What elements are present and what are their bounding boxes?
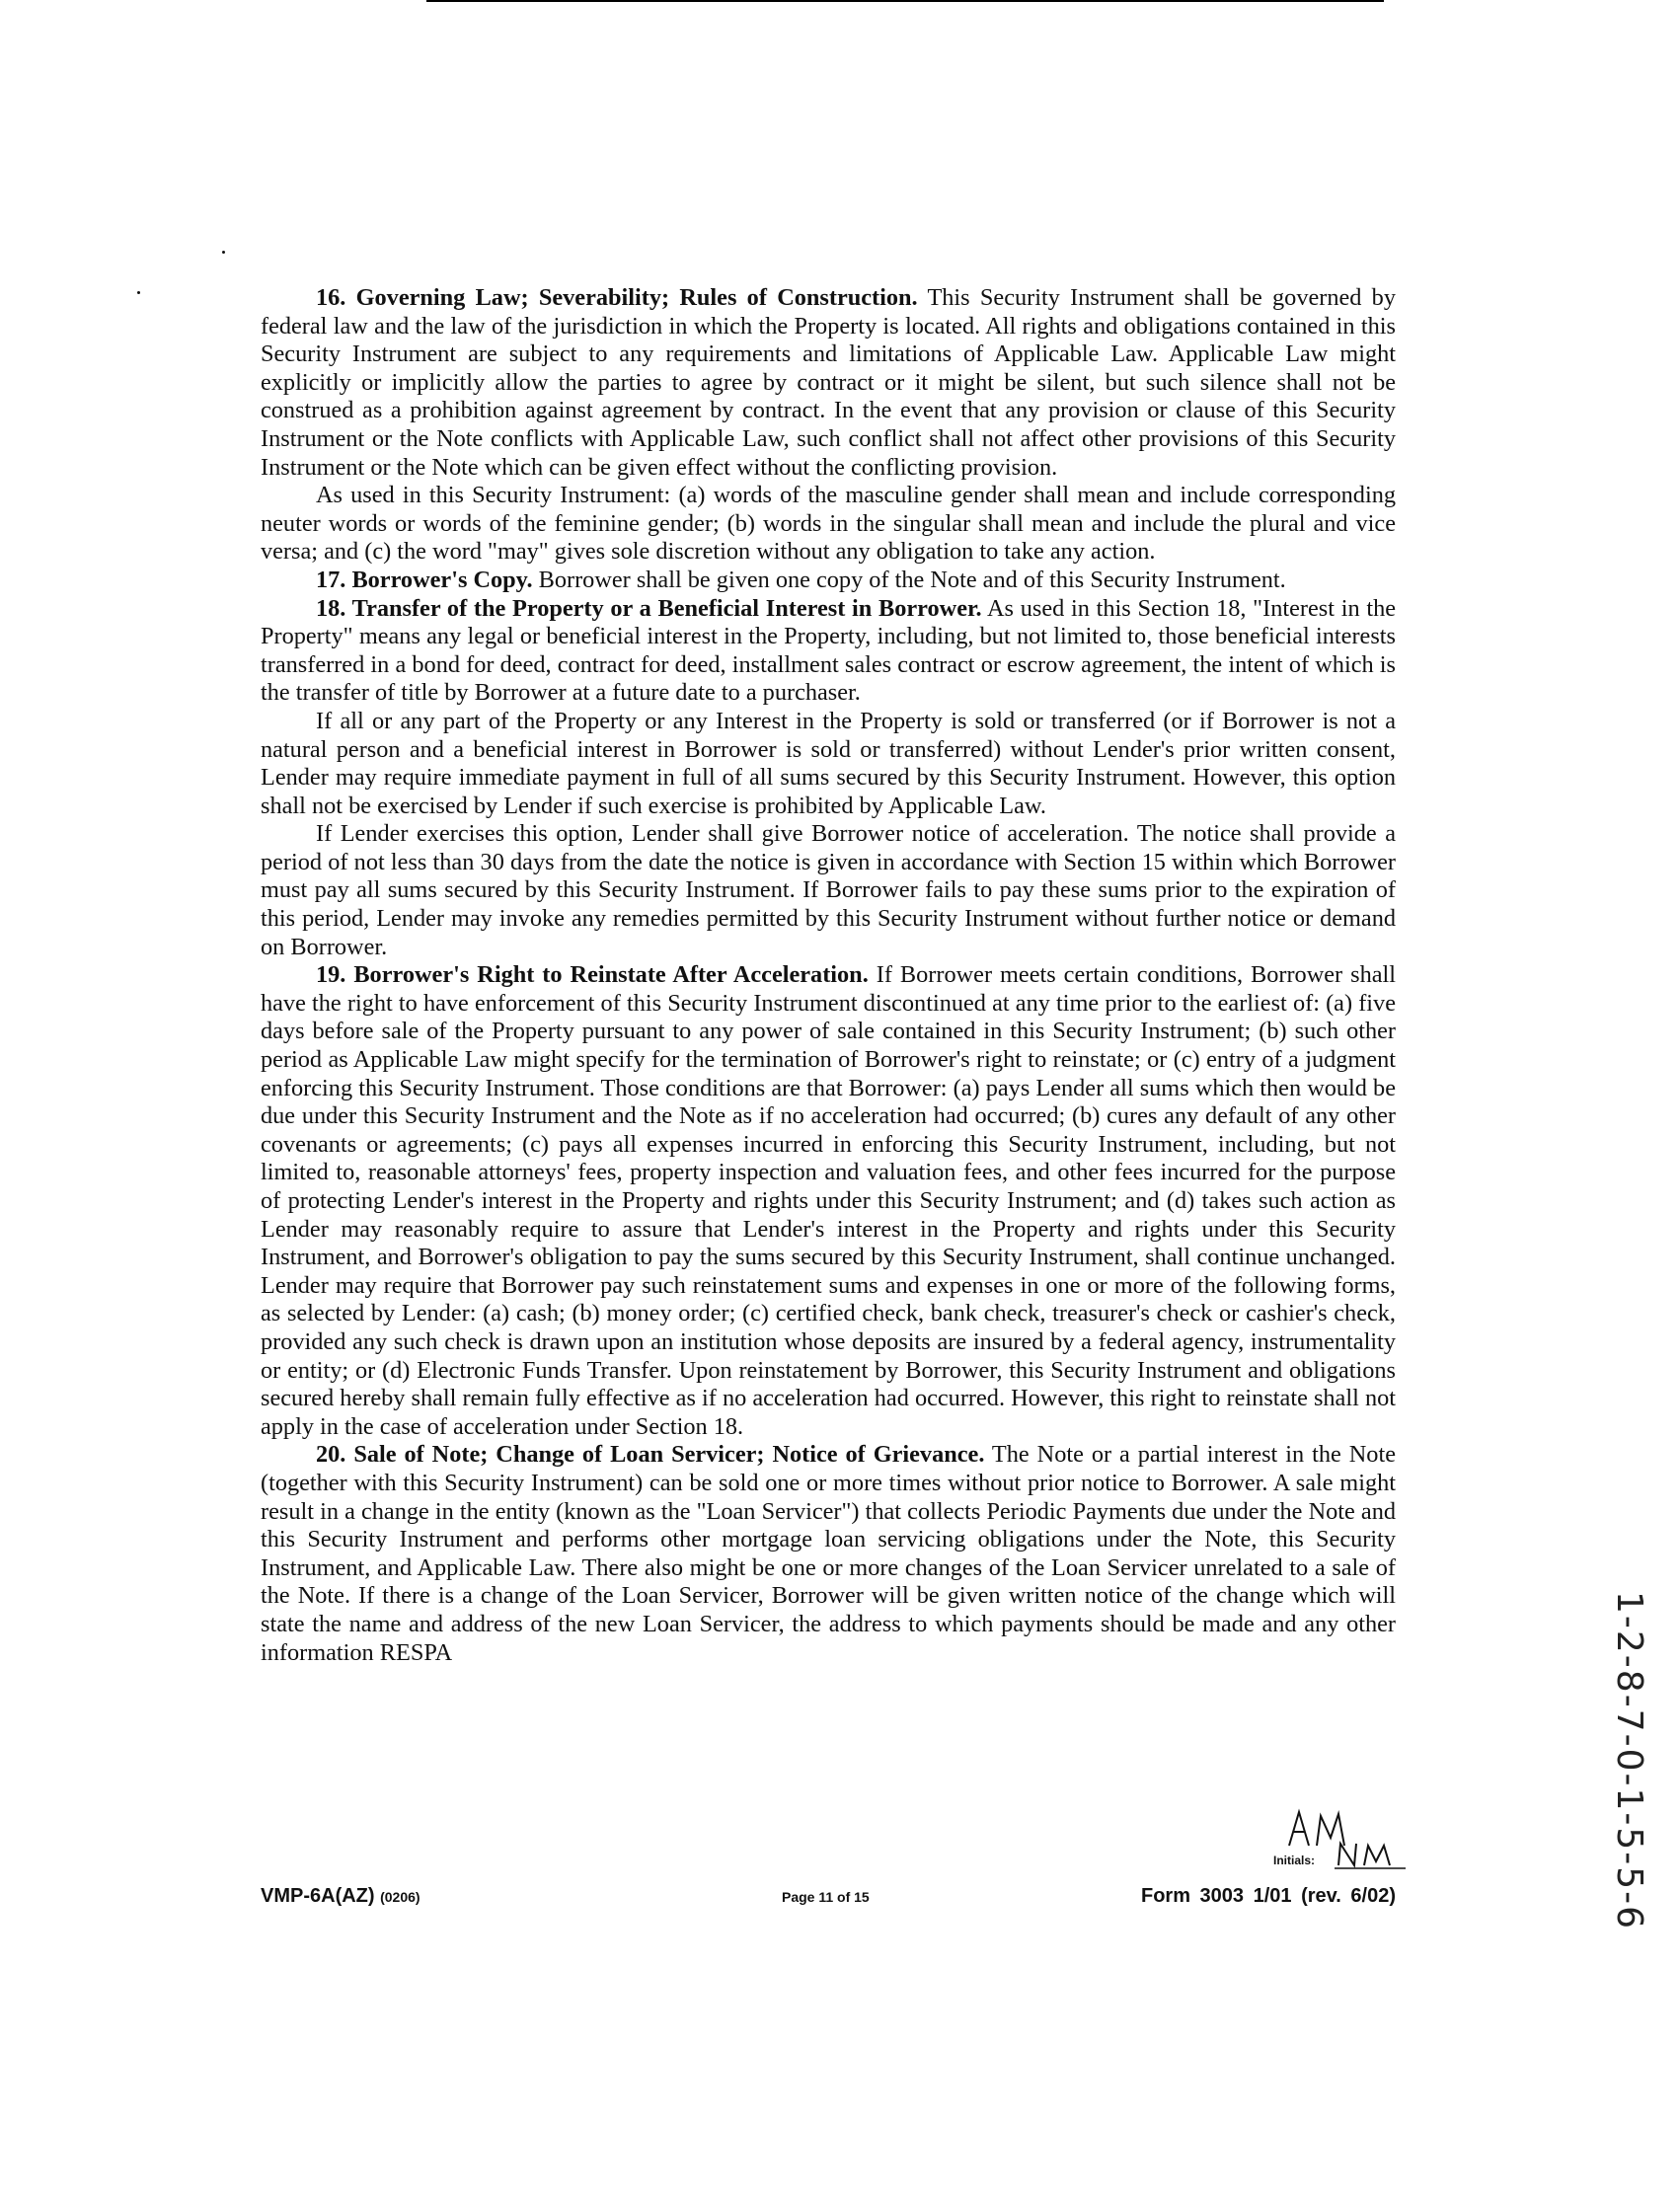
section-heading: 16. Governing Law; Severability; Rules of Construction. [316,284,918,311]
section-16-para-2: As used in this Security Instrument: (a) words of the masculine gender shall mean and include corresponding neuter words or words of the feminine gender; (b) words in the singular shall mean and include the plural and vice versa; and (c) the word "may" gives sole discretion without any obligation to take any action. [261,482,1396,566]
section-17-para-1: 17. Borrower's Copy. Borrower shall be given one copy of the Note and of this Security Instrument. [316,566,1286,593]
section-heading: 17. Borrower's Copy. [316,566,533,593]
form-number: Form 3003 1/01 (rev. 6/02) [1141,1885,1396,1907]
page-number: Page 11 of 15 [782,1889,870,1905]
section-20-para-1: 20. Sale of Note; Change of Loan Servicer; Notice of Grievance. The Note or a partial interest in the Note (together with this Security Instrument) can be sold one or more times without prior notice to Borrower. A sale might result in a change in the entity (known as the "Loan Servicer") that collects Periodic Payments due under the Note and this Security Instrument and performs other mortgage loan servicing obligations under the Note, this Security Instrument, and Applicable Law. There also might be one or more changes of the Loan Servicer unrelated to a sale of the Note. If there is a change of the Loan Servicer, Borrower will be given written notice of the change which will state the name and address of the new Loan Servicer, the address to which payments should be made and any other information RESPA [261,1441,1396,1666]
section-19-para-1: 19. Borrower's Right to Reinstate After Acceleration. If Borrower meets certain conditions, Borrower shall have the right to have enforcement of this Security Instrument discontinued at any time prior to the earliest of: (a) five days before sale of the Property pursuant to any power of sale contained in this Security Instrument; (b) such other period as Applicable Law might specify for the termination of Borrower's right to reinstate; or (c) entry of a judgment enforcing this Security Instrument. Those conditions are that Borrower: (a) pays Lender all sums which then would be due under this Security Instrument and the Note as if no acceleration had occurred; (b) cures any default of any other covenants or agreements; (c) pays all expenses incurred in enforcing this Security Instrument, including, but not limited to, reasonable attorneys' fees, property inspection and valuation fees, and other fees incurred for the purpose of protecting Lender's interest in the Property and rights under this Security Instrument; and (d) takes such action as Lender may reasonably require to assure that Lender's interest in the Property and rights under this Security Instrument, and Borrower's obligation to pay the sums secured by this Security Instrument, shall continue unchanged. Lender may require that Borrower pay such reinstatement sums and expenses in one or more of the following forms, as selected by Lender: (a) cash; (b) money order; (c) certified check, bank check, treasurer's check or cashier's check, provided any such check is drawn upon an institution whose deposits are insured by a federal agency, instrumentality or entity; or (d) Electronic Funds Transfer. Upon reinstatement by Borrower, this Security Instrument and obligations secured hereby shall remain fully effective as if no acceleration had occurred. However, this right to reinstate shall not apply in the case of acceleration under Section 18. [261,961,1396,1440]
handwritten-initials-nm[interactable] [1335,1840,1408,1871]
initials-block [1273,1806,1412,1885]
scan-edge-line [426,0,1384,2]
section-16-para-1: 16. Governing Law; Severability; Rules of Construction. This Security Instrument shall be governed by federal law and the law of the jurisdiction in which the Property is located. All rights and obligations contained in this Security Instrument are subject to any requirements and limitations of Applicable Law. Applicable Law might explicitly or implicitly allow the parties to agree by contract or it might be silent, but such silence shall not be construed as a prohibition against agreement by contract. In the event that any provision or clause of this Security Instrument or the Note conflicts with Applicable Law, such conflict shall not affect other provisions of this Security Instrument or the Note which can be given effect without the conflicting provision. [261,284,1396,481]
recording-number: 1-2-8-7-0-1-5-5-6 [1609,1591,1649,1931]
initials-label: Initials: [1273,1854,1316,1867]
scan-speck [222,251,225,254]
form-code: VMP-6A(AZ) (0206) [261,1885,420,1907]
section-18-para-3: If Lender exercises this option, Lender shall give Borrower notice of acceleration. The notice shall provide a period of not less than 30 days from the date the notice is given in accordance with Section 15 within which Borrower must pay all sums secured by this Security Instrument. If Borrower fails to pay these sums prior to the expiration of this period, Lender may invoke any remedies permitted by this Security Instrument without further notice or demand on Borrower. [261,820,1396,960]
document-body [261,284,1396,1667]
section-heading: 19. Borrower's Right to Reinstate After Acceleration. [316,961,869,989]
section-18-para-2: If all or any part of the Property or any Interest in the Property is sold or transferred (or if Borrower is not a natural person and a beneficial interest in Borrower is sold or transferred) without Lender's prior written consent, Lender may require immediate payment in full of all sums secured by this Security Instrument. However, this option shall not be exercised by Lender if such exercise is prohibited by Applicable Law. [261,707,1396,819]
section-heading: 20. Sale of Note; Change of Loan Servicer; Notice of Grievance. [316,1441,985,1469]
scan-speck [137,291,140,294]
section-18-para-1: 18. Transfer of the Property or a Beneficial Interest in Borrower. As used in this Section 18, "Interest in the Property" means any legal or beneficial interest in the Property, including, but not limited to, those beneficial interests transferred in a bond for deed, contract for deed, installment sales contract or escrow agreement, the intent of which is the transfer of title by Borrower at a future date to a purchaser. [261,594,1396,707]
section-heading: 18. Transfer of the Property or a Beneficial Interest in Borrower. [316,594,982,622]
page-footer [261,1885,1396,1915]
